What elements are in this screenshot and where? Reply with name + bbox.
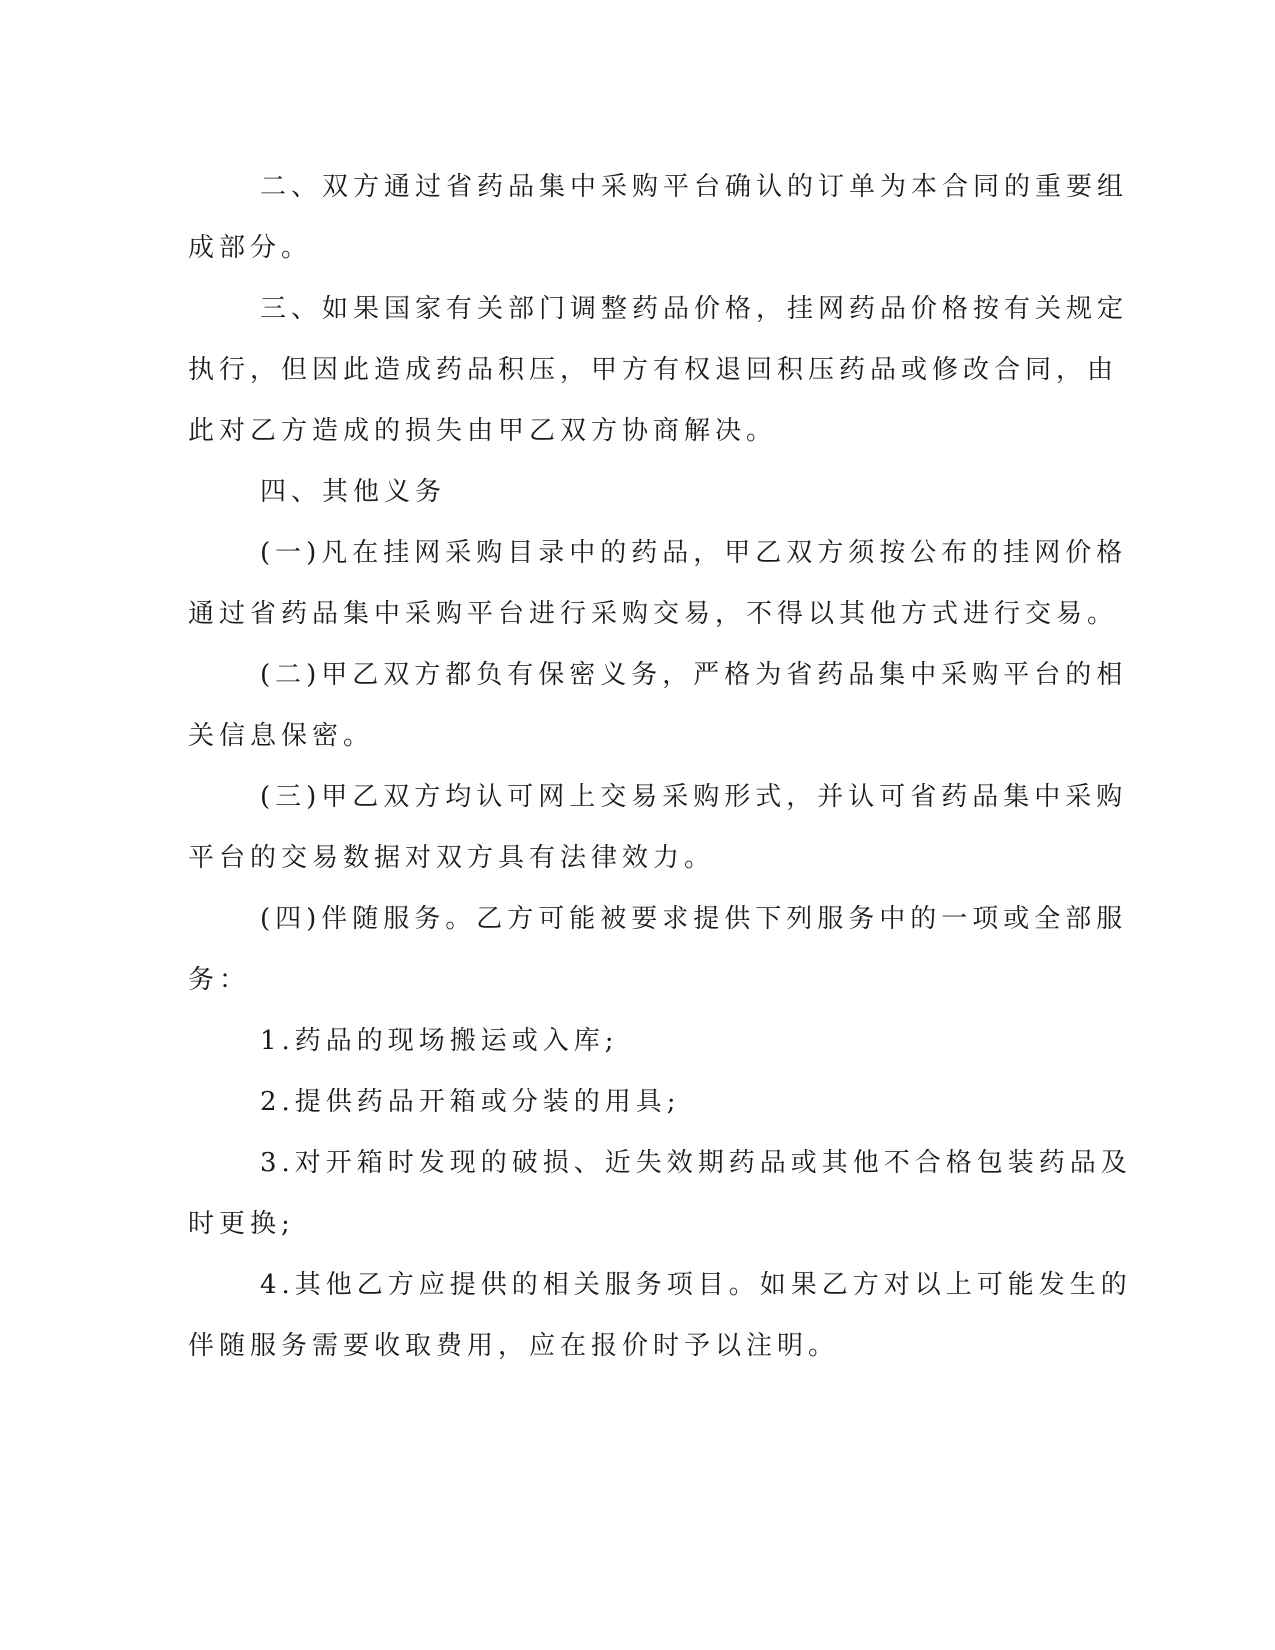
text-line: 务：	[188, 965, 251, 995]
text-line: 执行，但因此造成药品积压，甲方有权退回积压药品或修改合同，由	[188, 355, 1119, 385]
list-item: 1.药品的现场搬运或入库;	[260, 1026, 619, 1056]
text-line: 平台的交易数据对双方具有法律效力。	[188, 843, 716, 873]
section-heading: 四、其他义务	[260, 477, 447, 507]
text-line: 三、如果国家有关部门调整药品价格，挂网药品价格按有关规定	[260, 294, 1129, 324]
text-line: 关信息保密。	[188, 721, 375, 751]
text-line: (三)甲乙双方均认可网上交易采购形式，并认可省药品集中采购	[260, 782, 1128, 812]
list-item: 4.其他乙方应提供的相关服务项目。如果乙方对以上可能发生的	[260, 1270, 1132, 1300]
text-line: (二)甲乙双方都负有保密义务，严格为省药品集中采购平台的相	[260, 660, 1128, 690]
text-line: (一)凡在挂网采购目录中的药品，甲乙双方须按公布的挂网价格	[260, 538, 1128, 568]
text-line: 通过省药品集中采购平台进行采购交易，不得以其他方式进行交易。	[188, 599, 1119, 629]
text-line: 二、双方通过省药品集中采购平台确认的订单为本合同的重要组	[260, 172, 1129, 202]
document-body	[188, 157, 1132, 1377]
list-item: 2.提供药品开箱或分装的用具;	[260, 1087, 681, 1117]
list-item: 3.对开箱时发现的破损、近失效期药品或其他不合格包装药品及	[260, 1148, 1132, 1178]
text-line: 成部分。	[188, 233, 313, 263]
text-line: (四)伴随服务。乙方可能被要求提供下列服务中的一项或全部服	[260, 904, 1128, 934]
text-line: 此对乙方造成的损失由甲乙双方协商解决。	[188, 416, 778, 446]
text-line: 伴随服务需要收取费用，应在报价时予以注明。	[188, 1331, 840, 1361]
text-line: 时更换;	[188, 1209, 295, 1239]
